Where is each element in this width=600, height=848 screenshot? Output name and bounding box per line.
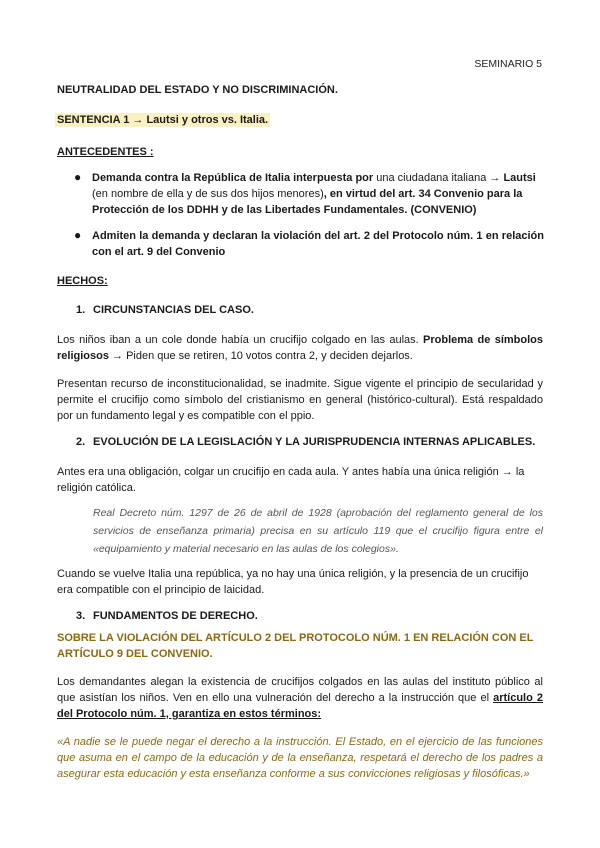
section-1-paragraph-2: Presentan recurso de inconstitucionalidad, se inadmite. Sigue vigente el principio de secularidad y permite el crucifijo como símbolo del cristianismo en general (histórico-cultural). Está respaldado por un fundamento legal y es compatible con el ppio. xyxy=(57,378,543,422)
antecedentes-heading: ANTECEDENTES : xyxy=(57,146,154,158)
item1-text-a: una ciudadana italiana → xyxy=(373,172,504,184)
section-3-paragraph-1 xyxy=(57,674,543,722)
section-3-number: 3. xyxy=(76,610,86,622)
item1-text-b: (en nombre de ella y de sus dos hijos menores) xyxy=(92,188,324,200)
section-3-subheading: SOBRE LA VIOLACIÓN DEL ARTÍCULO 2 DEL PROTOCOLO NÚM. 1 EN RELACIÓN CON EL ARTÍCULO 9 DEL CONVENIO. xyxy=(57,632,534,660)
bullet-dot: ● xyxy=(74,170,82,184)
document-title: NEUTRALIDAD DEL ESTADO Y NO DISCRIMINACIÓN. xyxy=(57,84,338,96)
s1p1-text-a: Los niños iban a un cole donde había un crucifijo colgado en las aulas. xyxy=(57,334,424,346)
hechos-heading: HECHOS: xyxy=(57,275,108,287)
section-3-title: FUNDAMENTOS DE DERECHO. xyxy=(93,610,258,622)
section-2-quote: Real Decreto núm. 1297 de 26 de abril de 1928 (aprobación del reglamento general de los servicios de enseñanza primaria) precisa en su artículo 119 que el crucifijo figura entre el «equipamiento y material necesario en las aulas de los colegios». xyxy=(93,507,543,555)
section-2-number: 2. xyxy=(76,436,86,448)
section-1-number: 1. xyxy=(76,304,86,316)
sentencia-heading xyxy=(55,114,270,126)
s3p1-bold: artículo 2 del Protocolo núm. 1, garantiza en estos términos: xyxy=(57,692,543,720)
seminar-label: SEMINARIO 5 xyxy=(474,58,542,70)
section-1-title: CIRCUNSTANCIAS DEL CASO. xyxy=(93,304,254,316)
section-3-quote: «A nadie se le puede negar el derecho a la instrucción. El Estado, en el ejercicio de las funciones que asuma en el campo de la educación y de la enseñanza, respetará el derecho de los padres a asegurar esta educación y esta enseñanza conforme a sus convicciones religiosas y filosóficas.» xyxy=(57,736,543,780)
item1-bold-a: Demanda contra la República de Italia interpuesta por xyxy=(92,172,374,184)
section-1-paragraph-1 xyxy=(57,332,543,364)
s1p1-bold: Problema de símbolos religiosos xyxy=(57,334,543,362)
bullet-dot: ● xyxy=(74,228,82,242)
item1-bold-c: , en virtud del art. 34 Convenio para la Protección de los DDHH y de las Libertades Fundamentales. (CONVENIO) xyxy=(92,188,523,216)
antecedentes-item-2: Admiten la demanda y declaran la violación del art. 2 del Protocolo núm. 1 en relación con el art. 9 del Convenio xyxy=(92,230,544,258)
item1-bold-b: Lautsi xyxy=(503,172,536,184)
section-2-paragraph-1: Antes era una obligación, colgar un crucifijo en cada aula. Y antes había una única religión → la religión católica. xyxy=(57,466,525,494)
s1p1-text-b: → Piden que se retiren, 10 votos contra 2, y deciden dejarlos. xyxy=(108,350,413,362)
section-2-title: EVOLUCIÓN DE LA LEGISLACIÓN Y LA JURISPRUDENCIA INTERNAS APLICABLES. xyxy=(93,436,536,448)
section-2-paragraph-2: Cuando se vuelve Italia una república, ya no hay una única religión, y la presencia de un crucifijo era compatible con el principio de laicidad. xyxy=(57,568,529,596)
s3p1-text: Los demandantes alegan la existencia de crucifijos colgados en las aulas del instituto público al que asistían los niños. Ven en ello una vulneración del derecho a la instrucción que el xyxy=(57,676,543,704)
sentencia-text: SENTENCIA 1 → Lautsi y otros vs. Italia. xyxy=(57,114,269,126)
antecedentes-item-1 xyxy=(92,170,544,218)
